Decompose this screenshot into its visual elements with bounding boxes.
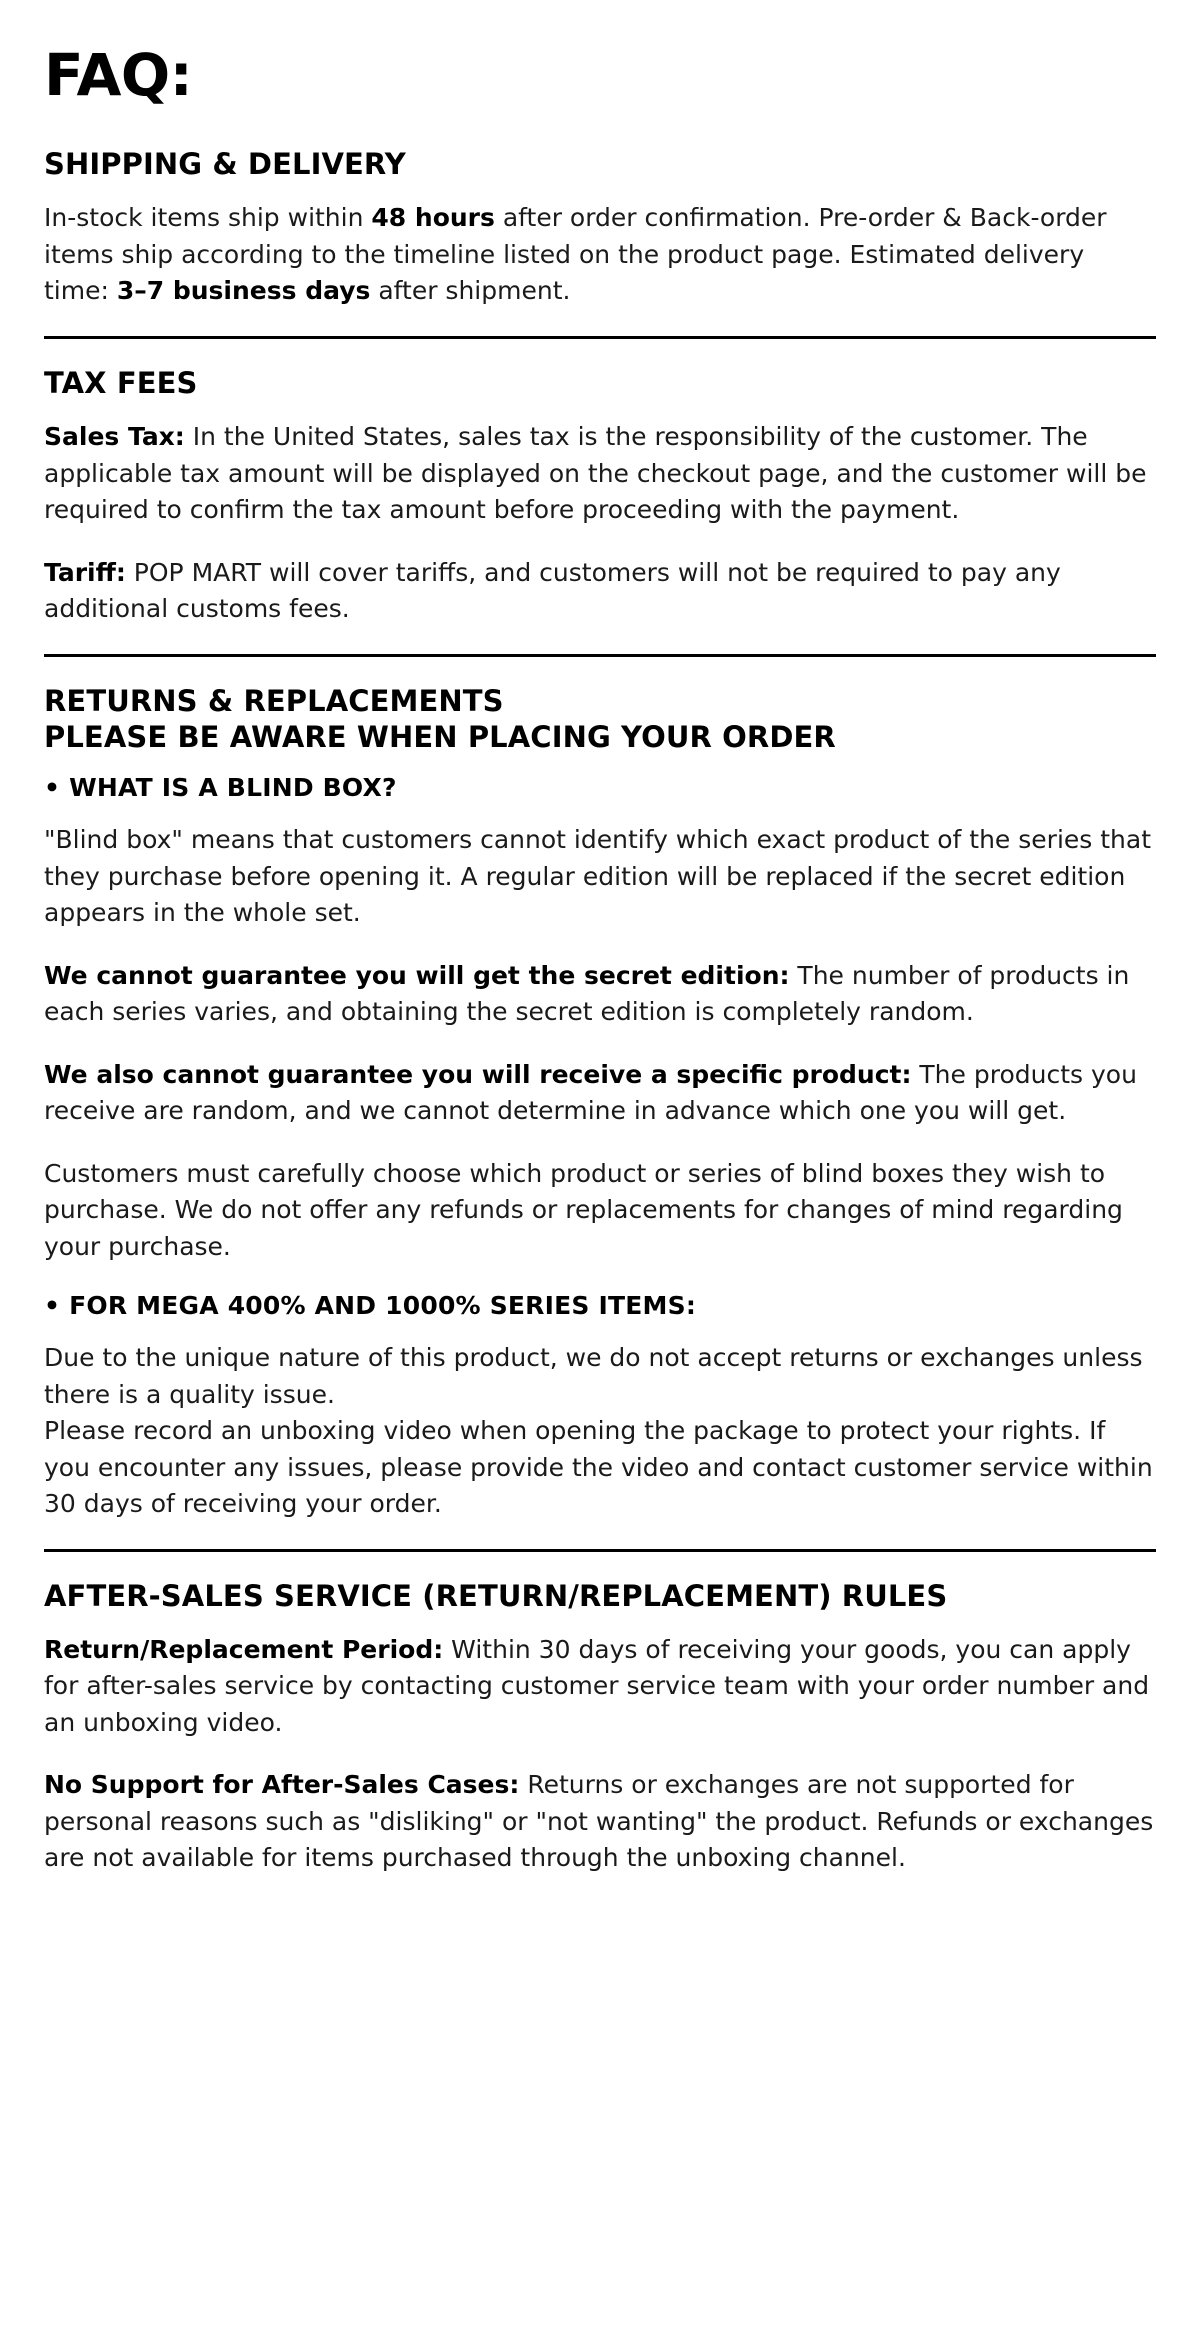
- mega-body-line-2: Please record an unboxing video when opening the package to protect your rights. If you encounter any issues, please provide the video and contact customer service within 30 days of receiving your order.: [44, 1416, 1153, 1518]
- sales-tax-body: In the United States, sales tax is the responsibility of the customer. The applicable tax amount will be displayed on the checkout page, and the customer will be required to confirm the tax amount before proceeding with the payment.: [44, 422, 1147, 524]
- no-support-label: No Support for After-Sales Cases:: [44, 1770, 520, 1800]
- returns-heading-line-2: PLEASE BE AWARE WHEN PLACING YOUR ORDER: [44, 719, 836, 754]
- no-support-paragraph: [44, 1767, 1156, 1877]
- shipping-text-2: after order confirmation. Pre-order & Back-order items ship according to the timeline listed on the product page. Estimated delivery time:: [44, 203, 1107, 306]
- tariff-paragraph: [44, 555, 1156, 628]
- divider: [44, 1549, 1156, 1552]
- specific-product-body: The products you receive are random, and we cannot determine in advance which one you will get.: [44, 1059, 1137, 1125]
- shipping-bold-48-hours: 48 hours: [371, 203, 495, 233]
- section-shipping-delivery: [44, 146, 1156, 310]
- bullet-mega-series: • FOR MEGA 400% AND 1000% SERIES ITEMS:: [44, 1291, 697, 1320]
- shipping-text-3: after shipment.: [370, 276, 571, 306]
- section-after-sales-service: [44, 1578, 1156, 1877]
- divider: [44, 336, 1156, 339]
- tariff-label: Tariff:: [44, 557, 126, 587]
- specific-product-paragraph: [44, 1057, 1156, 1130]
- return-period-label: Return/Replacement Period:: [44, 1634, 444, 1664]
- return-period-body: Within 30 days of receiving your goods, you can apply for after-sales service by contacting customer service team with your order number and an unboxing video.: [44, 1634, 1150, 1737]
- section-heading-after-sales: AFTER-SALES SERVICE (RETURN/REPLACEMENT) RULES: [44, 1578, 948, 1613]
- shipping-bold-delivery-time: 3–7 business days: [116, 276, 371, 306]
- section-heading-returns: [44, 683, 1156, 756]
- choose-carefully-paragraph: Customers must carefully choose which product or series of blind boxes they wish to purchase. We do not offer any refunds or replacements for changes of mind regarding your purchase.: [44, 1158, 1123, 1261]
- page-title: FAQ:: [44, 41, 193, 109]
- sales-tax-paragraph: [44, 419, 1156, 529]
- specific-product-label: We also cannot guarantee you will receive a specific product:: [44, 1059, 912, 1089]
- divider: [44, 654, 1156, 657]
- sales-tax-label: Sales Tax:: [44, 422, 185, 451]
- return-period-paragraph: [44, 1632, 1156, 1742]
- section-tax-fees: [44, 365, 1156, 628]
- section-heading-shipping: SHIPPING & DELIVERY: [44, 147, 406, 181]
- no-support-body: Returns or exchanges are not supported for personal reasons such as "disliking" or "not wanting" the product. Refunds or exchanges are not available for items purchased through the unboxing channel.: [44, 1770, 1154, 1873]
- secret-edition-label: We cannot guarantee you will get the secret edition:: [44, 960, 790, 990]
- section-returns-replacements: [44, 683, 1156, 1523]
- shipping-paragraph: [44, 200, 1156, 310]
- mega-body-line-1: Due to the unique nature of this product, we do not accept returns or exchanges unless there is a quality issue.: [44, 1343, 1143, 1409]
- blind-box-definition: "Blind box" means that customers cannot identify which exact product of the series that they purchase before opening it. A regular edition will be replaced if the secret edition appears in the whole set.: [44, 825, 1152, 927]
- secret-edition-paragraph: [44, 958, 1156, 1031]
- secret-edition-body: The number of products in each series varies, and obtaining the secret edition is completely random.: [44, 960, 1130, 1026]
- section-heading-tax-fees: TAX FEES: [44, 365, 198, 400]
- tariff-body: POP MART will cover tariffs, and customers will not be required to pay any additional customs fees.: [44, 557, 1061, 623]
- returns-heading-line-1: RETURNS & REPLACEMENTS: [44, 683, 504, 718]
- bullet-what-is-a-blind-box: • WHAT IS A BLIND BOX?: [44, 773, 397, 802]
- shipping-text-1: In-stock items ship within: [44, 203, 372, 233]
